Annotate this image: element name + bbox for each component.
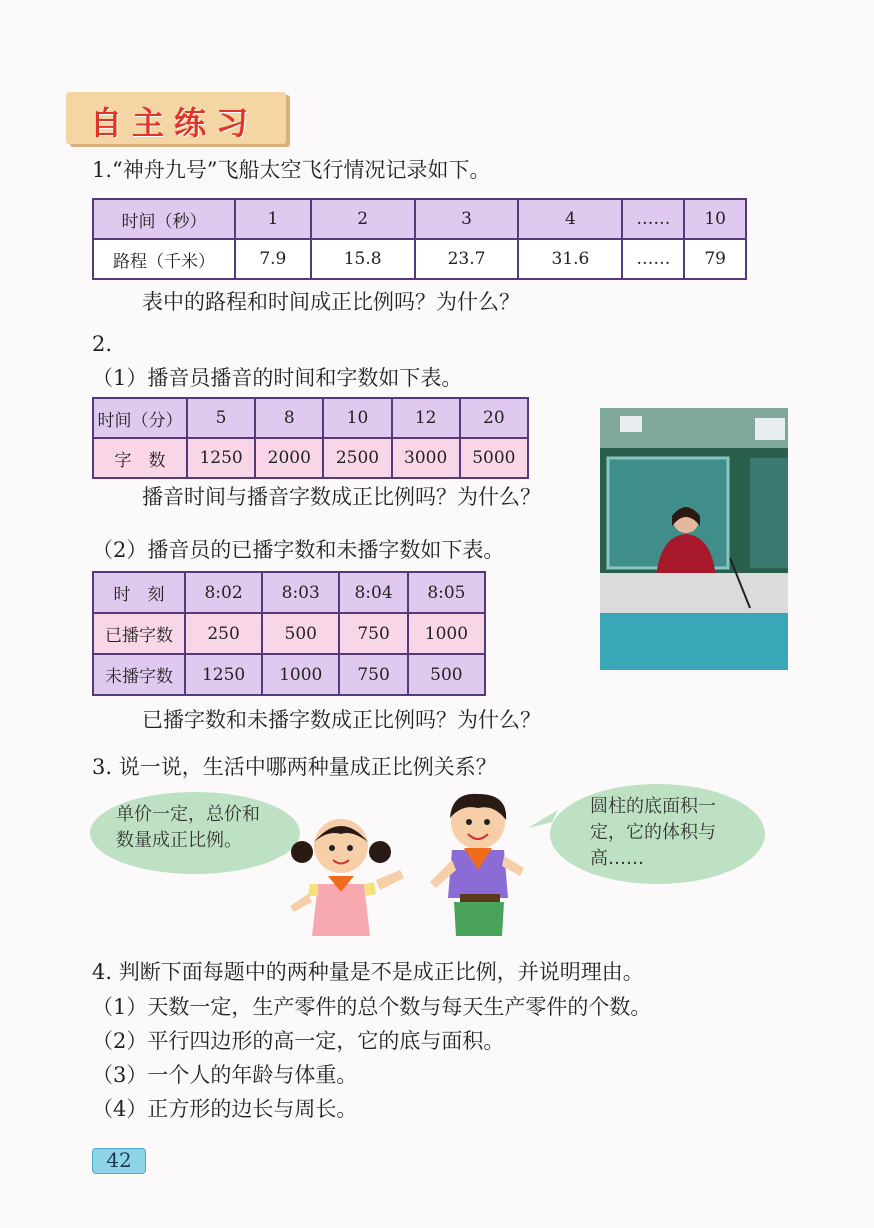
page-number-badge <box>92 1148 146 1174</box>
news-studio-photo <box>600 408 788 670</box>
q4-item: （2）平行四边形的高一定，它的底与面积。 <box>92 1029 505 1053</box>
q2-question1: 播音时间与播音字数成正比例吗？为什么？ <box>142 485 541 509</box>
cartoon-girl-illustration <box>288 812 414 936</box>
q2-table2 <box>92 571 486 696</box>
table-cell: 1000 <box>262 654 339 695</box>
table-cell: 8 <box>255 398 323 438</box>
table-cell-header: 时间（秒） <box>93 199 235 239</box>
q2-part2-text: （2）播音员的已播字数和未播字数如下表。 <box>92 538 505 562</box>
table-cell: 500 <box>408 654 485 695</box>
table-cell: 750 <box>339 654 408 695</box>
speech-bubble-left <box>90 792 300 874</box>
section-title: 自主练习 <box>90 104 259 142</box>
table-cell: …… <box>622 199 684 239</box>
q1-text: 1.“神舟九号”飞船太空飞行情况记录如下。 <box>92 158 491 182</box>
table-cell: 5000 <box>460 438 528 478</box>
q4-item: （3）一个人的年龄与体重。 <box>92 1063 358 1087</box>
table-row <box>93 613 485 654</box>
page-number: 42 <box>106 1148 132 1172</box>
q2-question2: 已播字数和未播字数成正比例吗？为什么？ <box>142 708 541 732</box>
table-cell-header: 未播字数 <box>93 654 185 695</box>
table-row <box>93 239 746 279</box>
table-cell: 10 <box>684 199 746 239</box>
table-row <box>93 199 746 239</box>
q4-text: 4. 判断下面每题中的两种量是不是成正比例，并说明理由。 <box>92 960 644 984</box>
table-cell: 8:04 <box>339 572 408 613</box>
q4-item: （1）天数一定，生产零件的总个数与每天生产零件的个数。 <box>92 995 652 1019</box>
table-cell: 1250 <box>187 438 255 478</box>
table-cell-header: 已播字数 <box>93 613 185 654</box>
table-cell: 8:03 <box>262 572 339 613</box>
q2-part1-text: （1）播音员播音的时间和字数如下表。 <box>92 366 463 390</box>
bubble-text-line: 单价一定，总价和 <box>116 804 260 825</box>
table-cell: 2000 <box>255 438 323 478</box>
table-cell: …… <box>622 239 684 279</box>
table-cell: 8:05 <box>408 572 485 613</box>
q4-item: （4）正方形的边长与周长。 <box>92 1097 358 1121</box>
table-row <box>93 572 485 613</box>
cartoon-boy-illustration <box>424 790 532 936</box>
table-cell: 750 <box>339 613 408 654</box>
table-cell: 1250 <box>185 654 262 695</box>
section-title-badge <box>66 92 286 144</box>
table-cell: 12 <box>392 398 460 438</box>
table-cell: 5 <box>187 398 255 438</box>
table-cell: 20 <box>460 398 528 438</box>
bubble-text-line: 数量成正比例。 <box>116 830 242 851</box>
table-cell: 3000 <box>392 438 460 478</box>
table-cell: 2500 <box>323 438 391 478</box>
q2-table1 <box>92 397 529 479</box>
table-cell: 2 <box>311 199 415 239</box>
speech-bubble-right-tail <box>528 810 558 830</box>
q1-question: 表中的路程和时间成正比例吗？为什么？ <box>142 290 520 314</box>
table-cell: 15.8 <box>311 239 415 279</box>
table-cell: 1 <box>235 199 311 239</box>
speech-bubble-right <box>550 784 765 884</box>
table-cell: 500 <box>262 613 339 654</box>
table-cell-header: 时间（分） <box>93 398 187 438</box>
table-row <box>93 398 528 438</box>
q2-number: 2. <box>92 332 113 356</box>
table-cell: 3 <box>415 199 519 239</box>
table-cell-header: 字 数 <box>93 438 187 478</box>
table-cell: 79 <box>684 239 746 279</box>
table-cell-header: 路程（千米） <box>93 239 235 279</box>
q3-text: 3. 说一说，生活中哪两种量成正比例关系？ <box>92 755 497 779</box>
bubble-text-line: 圆柱的底面积一 <box>590 796 716 817</box>
table-row <box>93 654 485 695</box>
table-cell: 10 <box>323 398 391 438</box>
table-row <box>93 438 528 478</box>
table-cell: 7.9 <box>235 239 311 279</box>
q1-table <box>92 198 747 280</box>
table-cell: 4 <box>518 199 622 239</box>
table-cell: 1000 <box>408 613 485 654</box>
table-cell: 8:02 <box>185 572 262 613</box>
bubble-text-line: 定，它的体积与 <box>590 822 716 843</box>
table-cell: 23.7 <box>415 239 519 279</box>
table-cell: 31.6 <box>518 239 622 279</box>
table-cell-header: 时 刻 <box>93 572 185 613</box>
table-cell: 250 <box>185 613 262 654</box>
bubble-text-line: 高…… <box>590 848 644 869</box>
